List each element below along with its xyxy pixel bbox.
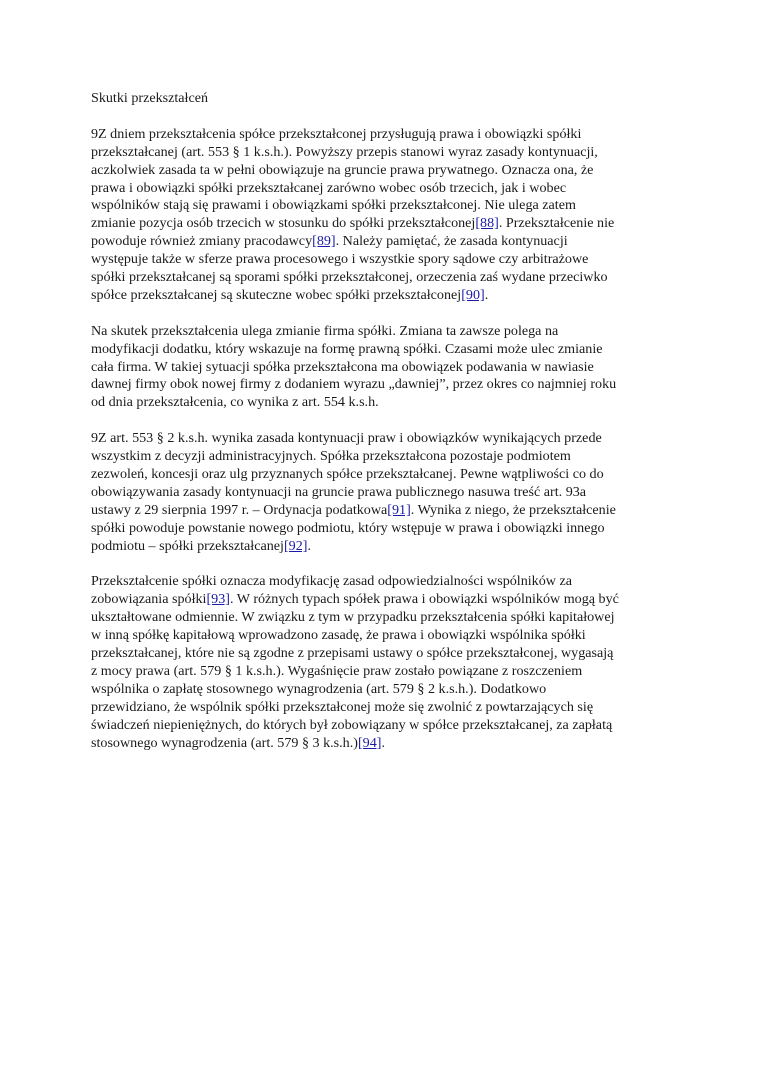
footnote-link[interactable]: [91] xyxy=(387,501,411,518)
text-line xyxy=(91,502,671,520)
text-line xyxy=(91,269,671,287)
text-segment: przewidziano, że wspólnik spółki przekształconej może się zwolnić z powtarzających się xyxy=(91,698,594,715)
text-segment: . Należy pamiętać, że zasada kontynuacji xyxy=(335,233,568,250)
text-line xyxy=(91,520,671,538)
text-line xyxy=(91,376,671,394)
text-segment: stosownego wynagrodzenia (art. 579 § 3 k.s.h.) xyxy=(91,734,358,751)
text-line xyxy=(91,484,671,502)
document-page xyxy=(91,90,671,770)
text-segment: Na skutek przekształcenia ulega zmianie firma spółki. Zmiana ta zawsze polega na xyxy=(91,322,559,339)
text-line xyxy=(91,215,671,233)
text-line xyxy=(91,233,671,251)
text-line xyxy=(91,126,671,144)
text-segment: spółce przekształcanej są skuteczne wobec spółki przekształconej xyxy=(91,286,462,303)
text-line xyxy=(91,735,671,753)
document-body xyxy=(91,126,671,753)
footnote-link[interactable]: [92] xyxy=(283,537,308,554)
text-line xyxy=(91,287,671,305)
text-segment: przekształcanej (art. 553 § 1 k.s.h.). Powyższy przepis stanowi wyraz zasady kontynuacji, xyxy=(91,143,598,160)
paragraph xyxy=(91,126,671,305)
footnote-link[interactable]: [93] xyxy=(206,591,230,608)
text-segment: spółki powoduje powstanie nowego podmiotu, który wstępuje w prawa i obowiązki innego xyxy=(91,519,605,536)
text-segment: spółki przekształcanej są sporami spółki przekształconej, orzeczenia zaś wydane przeciwko xyxy=(91,269,608,286)
text-line xyxy=(91,663,671,681)
footnote-link[interactable]: [90] xyxy=(461,286,485,303)
text-segment: Przekształcenie spółki oznacza modyfikację zasad odpowiedzialności wspólników za xyxy=(91,573,572,590)
text-line xyxy=(91,341,671,359)
text-line xyxy=(91,197,671,215)
footnote-link[interactable]: [89] xyxy=(312,233,336,250)
text-line xyxy=(91,717,671,735)
document-title: Skutki przekształceń xyxy=(91,90,209,106)
text-segment: świadczeń niepieniężnych, do których był zobowiązany w spółce przekształcanej, za zapłatą xyxy=(91,716,613,733)
text-segment: dawnej firmy obok nowej firmy z dodaniem wyrazu „dawniej”, przez okres co najmniej roku xyxy=(91,376,617,393)
text-segment: modyfikacji dodatku, który wskazuje na formę prawną spółki. Czasami może ulec zmianie xyxy=(91,340,603,357)
text-line xyxy=(91,430,671,448)
text-segment: wspólnika o zapłatę stosownego wynagrodzenia (art. 579 § 2 k.s.h.). Dodatkowo xyxy=(91,680,547,697)
paragraph xyxy=(91,323,671,413)
text-segment: ustawy z 29 sierpnia 1997 r. – Ordynacja podatkowa xyxy=(91,501,388,518)
text-line xyxy=(91,251,671,269)
text-segment: . Przekształcenie nie xyxy=(498,215,615,232)
text-line xyxy=(91,448,671,466)
text-segment: cała firma. W takiej sytuacji spółka przekształcona ma obowiązek podawania w nawiasie xyxy=(91,358,594,375)
text-line xyxy=(91,681,671,699)
text-segment: . xyxy=(307,537,311,554)
text-segment: wszystkim z decyzji administracyjnych. Spółka przekształcona pozostaje podmiotem xyxy=(91,448,571,465)
text-segment: z mocy prawa (art. 579 § 1 k.s.h.). Wygaśnięcie praw zostało powiązane z roszczeniem xyxy=(91,662,583,679)
text-line xyxy=(91,180,671,198)
paragraph xyxy=(91,573,671,752)
text-line xyxy=(91,162,671,180)
text-segment: . xyxy=(381,734,385,751)
text-segment: od dnia przekształcenia, co wynika z art. 554 k.s.h. xyxy=(91,394,379,411)
paragraph xyxy=(91,430,671,555)
text-line xyxy=(91,394,671,412)
text-line xyxy=(91,627,671,645)
text-segment: 9Z art. 553 § 2 k.s.h. wynika zasada kontynuacji praw i obowiązków wynikających przede xyxy=(91,430,602,447)
text-segment: prawa i obowiązki spółki przekształcanej zarówno wobec osób trzecich, jak i wobec xyxy=(91,179,567,196)
text-segment: . Wynika z niego, że przekształcenie xyxy=(410,501,616,518)
footnote-link[interactable]: [94] xyxy=(357,734,382,751)
text-line xyxy=(91,609,671,627)
text-segment: podmiotu – spółki przekształcanej xyxy=(91,537,284,554)
text-segment: aczkolwiek zasada ta w pełni obowiązuje na gruncie prawa prywatnego. Oznacza ona, że xyxy=(91,161,594,178)
text-segment: 9Z dniem przekształcenia spółce przekształconej przysługują prawa i obowiązki spółki xyxy=(91,125,582,142)
text-line xyxy=(91,323,671,341)
text-line xyxy=(91,144,671,162)
text-segment: zezwoleń, koncesji oraz ulg przyznanych spółce przekształcanej. Pewne wątpliwości co do xyxy=(91,465,604,482)
text-segment: wspólników stają się prawami i obowiązkami spółki przekształconej. Nie ulega zatem xyxy=(91,197,576,214)
text-segment: zobowiązania spółki xyxy=(91,591,207,608)
text-segment: przekształcanej, które nie są zgodne z przepisami ustawy o spółce przekształconej, wygasają xyxy=(91,645,614,662)
text-segment: . xyxy=(484,286,489,303)
text-segment: występuje także w sferze prawa procesowego i wszystkie spory sądowe czy arbitrażowe xyxy=(91,251,589,268)
text-line xyxy=(91,645,671,663)
text-segment: w inną spółkę kapitałową wprowadzono zasadę, że prawa i obowiązki wspólnika spółki xyxy=(91,627,586,644)
text-segment: ukształtowane odmiennie. W związku z tym w przypadku przekształcenia spółki kapitałowej xyxy=(91,609,615,626)
text-segment: obowiązywania zasady kontynuacji na gruncie prawa publicznego nasuwa treść art. 93a xyxy=(91,483,587,500)
footnote-link[interactable]: [88] xyxy=(475,215,499,232)
text-segment: zmianie pozycja osób trzecich w stosunku do spółki przekształconej xyxy=(91,215,476,232)
text-line xyxy=(91,573,671,591)
text-segment: powoduje również zmiany pracodawcy xyxy=(91,233,313,250)
text-line xyxy=(91,466,671,484)
text-line xyxy=(91,538,671,556)
text-line xyxy=(91,359,671,377)
text-segment: . W różnych typach spółek prawa i obowiązki wspólników mogą być xyxy=(229,591,619,608)
text-line xyxy=(91,591,671,609)
text-line xyxy=(91,699,671,717)
